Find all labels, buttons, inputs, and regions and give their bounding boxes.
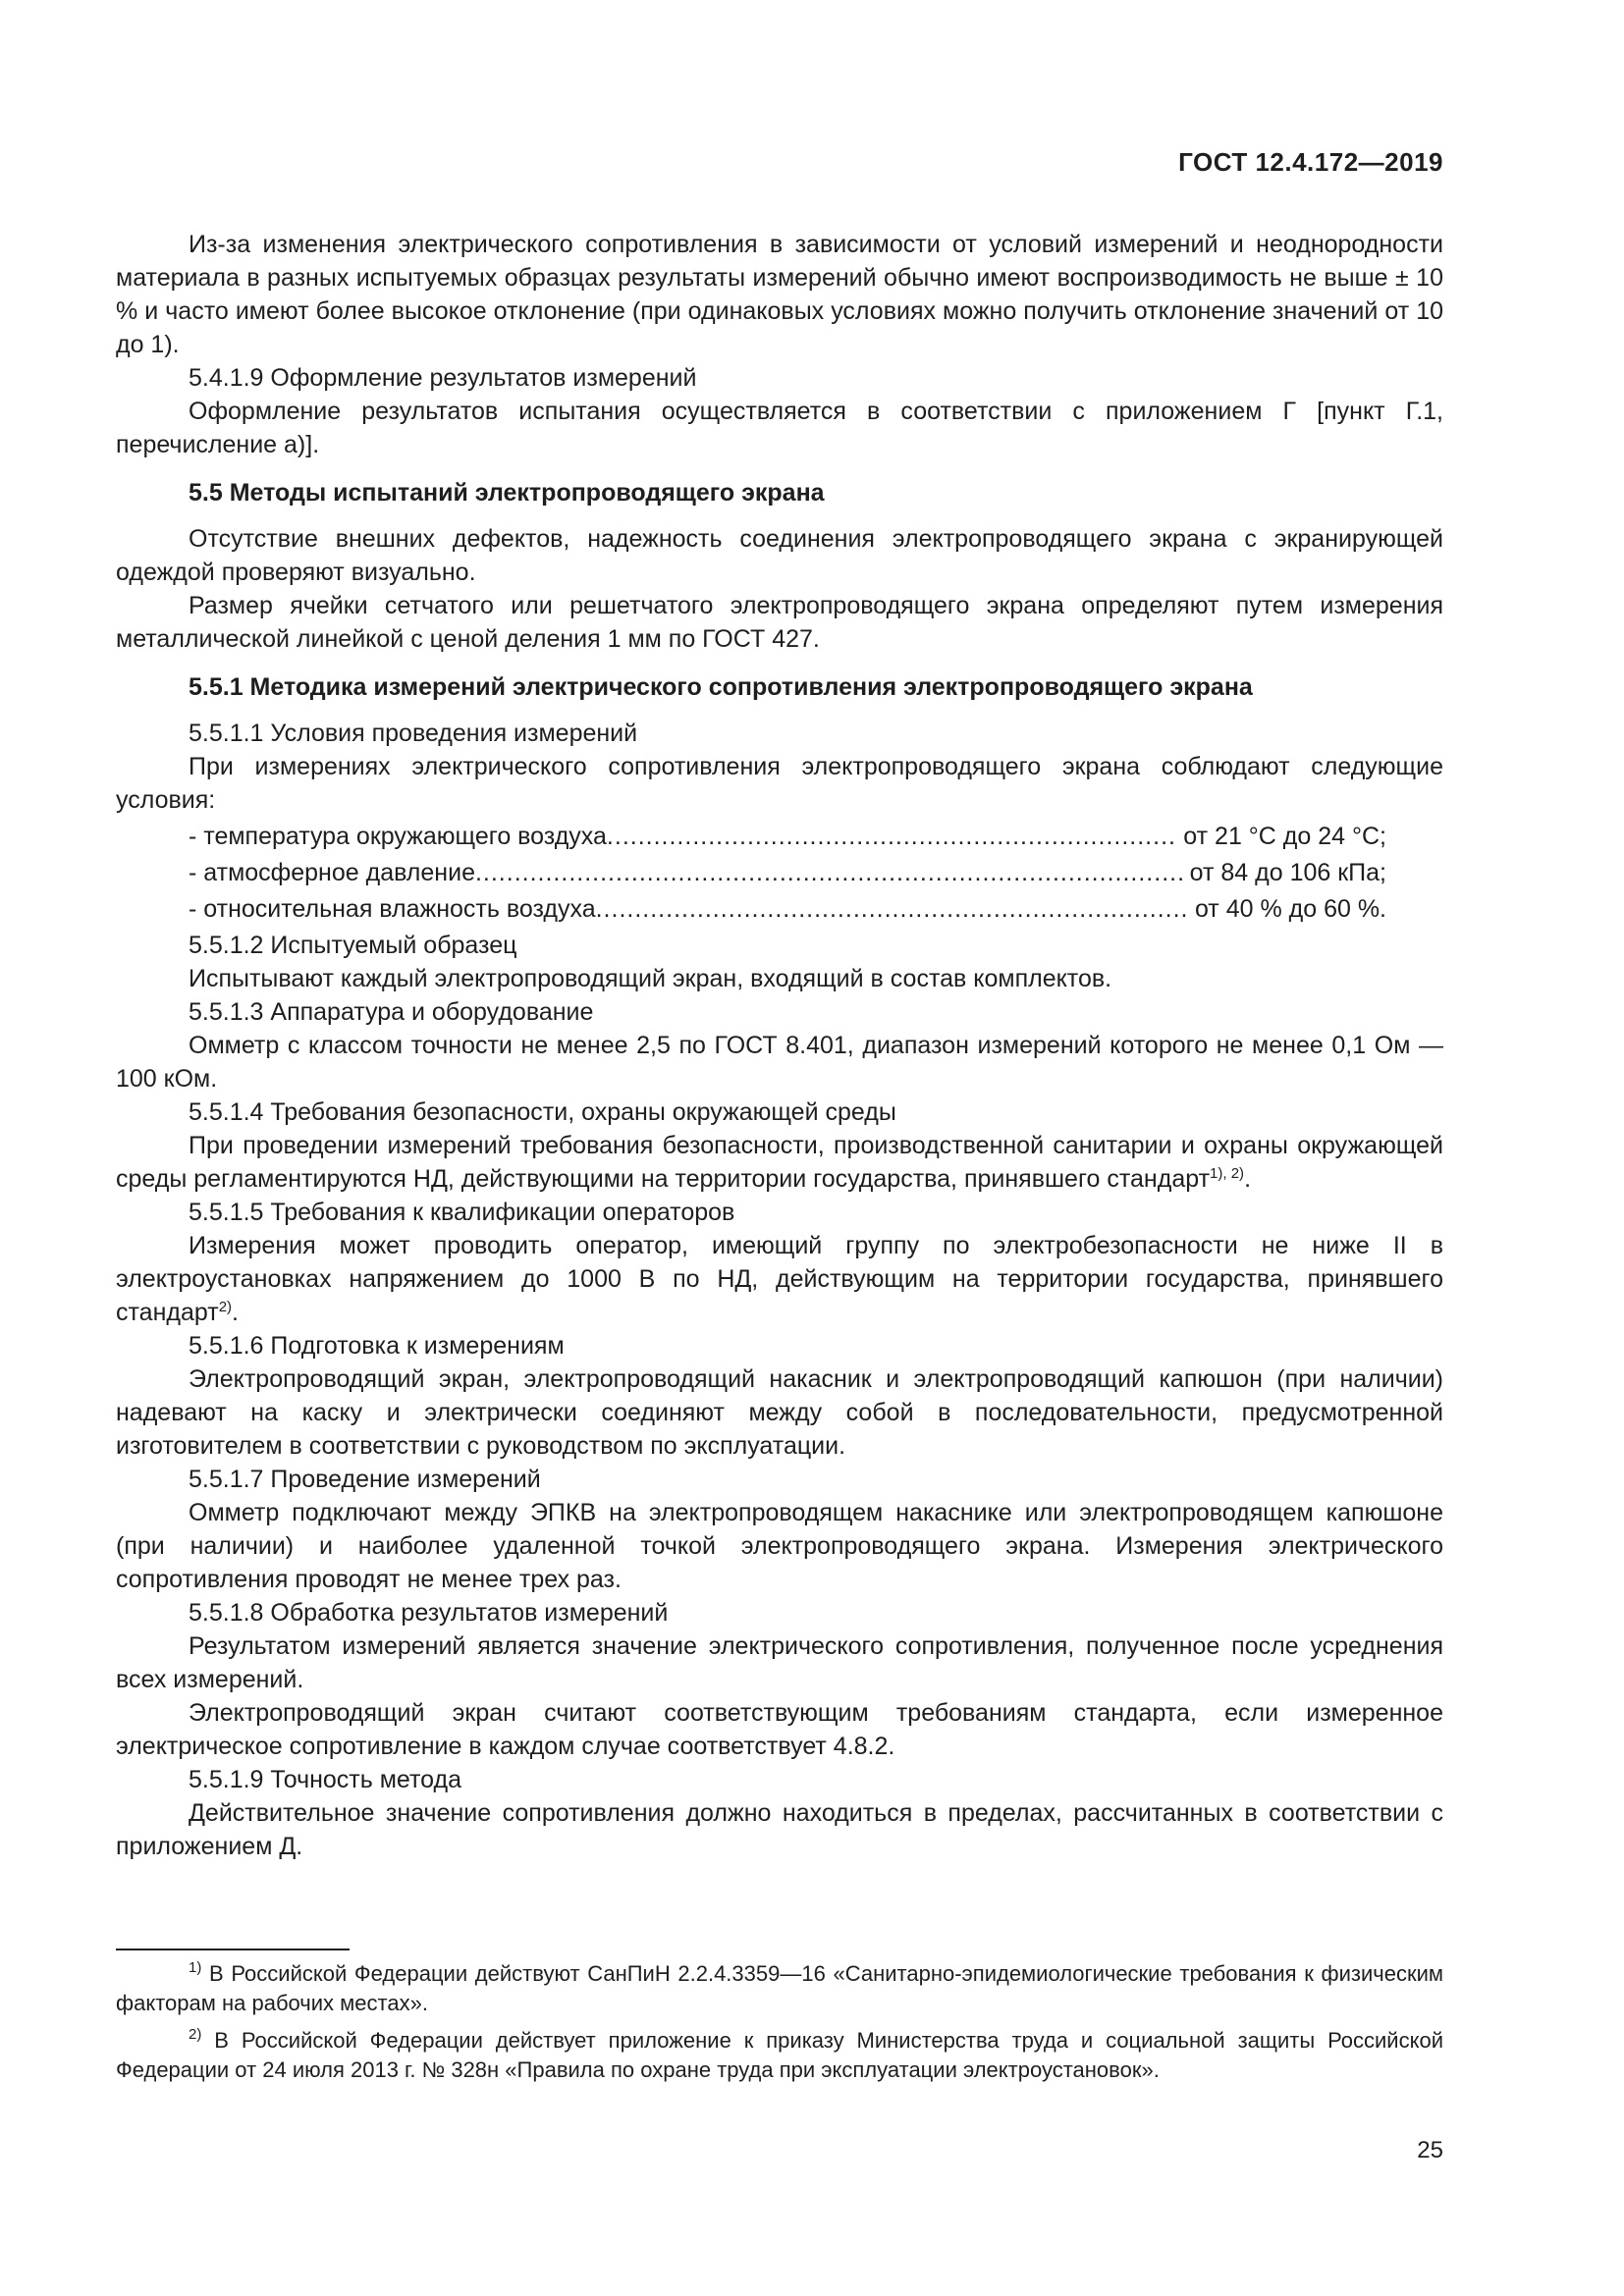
intro-paragraph: Из-за изменения электрического сопротивления в зависимости от условий измерений и неоднородности материала в разных испытуемых образцах результаты измерений обычно имеют воспроизводимость не выше ± 10 % и часто имеют более высокое отклонение (при одинаковых условиях можно получить отклонение значений от 10 до 1). [116,231,1443,358]
leader-dots [607,820,1177,853]
subsection-5518-text-2: Электропроводящий экран считают соответствующим требованиям стандарта, если измеренное электрическое сопротивление в каждом случае соответствует 4.8.2. [116,1699,1443,1760]
subsection-5518-text-1: Результатом измерений является значение электрического сопротивления, полученное после усреднения всех измерений. [116,1632,1443,1693]
footnote-ref: 1), 2) [1210,1165,1245,1182]
section-551-heading: 5.5.1 Методика измерений электрического сопротивления электропроводящего экрана [189,673,1253,701]
text-run: Измерения может проводить оператор, имеющий группу по электробезопасности не ниже II в электроустановках напряжением до 1000 В по НД, действующим на территории государства, принявшего стандарт [116,1232,1443,1326]
subsection-5514-title: 5.5.1.4 Требования безопасности, охраны окружающей среды [189,1098,896,1126]
subsection-5515-text [116,1229,1443,1329]
subsection-5518-title: 5.5.1.8 Обработка результатов измерений [189,1599,669,1627]
condition-value: от 84 до 106 кПа; [1189,859,1386,886]
subsection-5519-title: 5.5.1.9 Точность метода [189,1766,462,1793]
leader-dots [596,892,1189,926]
text-run: . [1244,1165,1252,1193]
condition-pressure [189,856,1386,889]
subsection-5419-title: 5.4.1.9 Оформление результатов измерений [189,364,697,392]
subsection-5512-title: 5.5.1.2 Испытуемый образец [189,932,517,959]
condition-temperature [189,820,1386,853]
footnotes [116,1959,1443,2093]
subsection-5512-text: Испытывают каждый электропроводящий экран, входящий в состав комплектов. [189,965,1112,992]
footnote-text: В Российской Федерации действует приложение к приказу Министерства труда и социальной защиты Российской Федерации от 24 июля 2013 г. № 328н «Правила по охране труда при эксплуатации электроустановок». [116,2028,1443,2082]
section-55-paragraph-1: Отсутствие внешних дефектов, надежность соединения электропроводящего экрана с экранирующей одеждой проверяют визуально. [116,525,1443,586]
footnote-1 [116,1959,1443,2018]
subsection-5511-text: При измерениях электрического сопротивления электропроводящего экрана соблюдают следующие условия: [116,753,1443,814]
text-run: При проведении измерений требования безопасности, производственной санитарии и охраны окружающей среды регламентируются НД, действующими на территории государства, принявшего стандарт [116,1132,1443,1193]
footnote-ref: 2) [218,1299,233,1315]
page-number: 25 [1417,2137,1443,2163]
condition-value: от 40 % до 60 %. [1194,895,1386,923]
subsection-5516-title: 5.5.1.6 Подготовка к измерениям [189,1332,565,1360]
subsection-5513-title: 5.5.1.3 Аппаратура и оборудование [189,998,594,1026]
section-55-heading: 5.5 Методы испытаний электропроводящего экрана [189,479,825,507]
condition-humidity [189,892,1386,926]
text-run: . [232,1299,239,1326]
intro-paragraph-2: Оформление результатов испытания осуществляется в соответствии с приложением Г [пункт Г.1, перечисление а)]. [116,398,1443,458]
subsection-5513-text: Омметр с классом точности не менее 2,5 по ГОСТ 8.401, диапазон измерений которого не менее 0,1 Ом — 100 кОм. [116,1032,1443,1093]
footnote-mark: 1) [189,1959,202,1976]
footnote-2 [116,2026,1443,2085]
condition-label: - атмосферное давление [189,859,475,886]
subsection-5511-title: 5.5.1.1 Условия проведения измерений [189,720,638,747]
condition-label: - температура окружающего воздуха [189,823,607,850]
subsection-5519-text: Действительное значение сопротивления должно находиться в пределах, рассчитанных в соответствии с приложением Д. [116,1799,1443,1860]
leader-dots [475,856,1184,889]
standard-header: ГОСТ 12.4.172—2019 [1178,147,1443,177]
section-55-paragraph-2: Размер ячейки сетчатого или решетчатого электропроводящего экрана определяют путем измерения металлической линейкой с ценой деления 1 мм по ГОСТ 427. [116,592,1443,653]
footnote-mark: 2) [189,2026,202,2043]
subsection-5517-title: 5.5.1.7 Проведение измерений [189,1466,541,1493]
subsection-5515-title: 5.5.1.5 Требования к квалификации операторов [189,1199,735,1226]
condition-value: от 21 °С до 24 °С; [1183,823,1386,850]
footnote-separator [116,1949,350,1950]
condition-label: - относительная влажность воздуха [189,895,596,923]
subsection-5517-text: Омметр подключают между ЭПКВ на электропроводящем накаснике или электропроводящем капюшоне (при наличии) и наиболее удаленной точкой электропроводящего экрана. Измерения электрического сопротивления проводят не менее трех раз. [116,1499,1443,1593]
subsection-5514-text [116,1129,1443,1196]
footnote-text: В Российской Федерации действуют СанПиН 2.2.4.3359—16 «Санитарно-эпидемиологические требования к физическим факторам на рабочих местах». [116,1961,1443,2015]
subsection-5516-text: Электропроводящий экран, электропроводящий накасник и электропроводящий капюшон (при наличии) надевают на каску и электрически соединяют между собой в последовательности, предусмотренной изготовителем в соответствии с руководством по эксплуатации. [116,1365,1443,1460]
page-content [116,228,1443,1863]
